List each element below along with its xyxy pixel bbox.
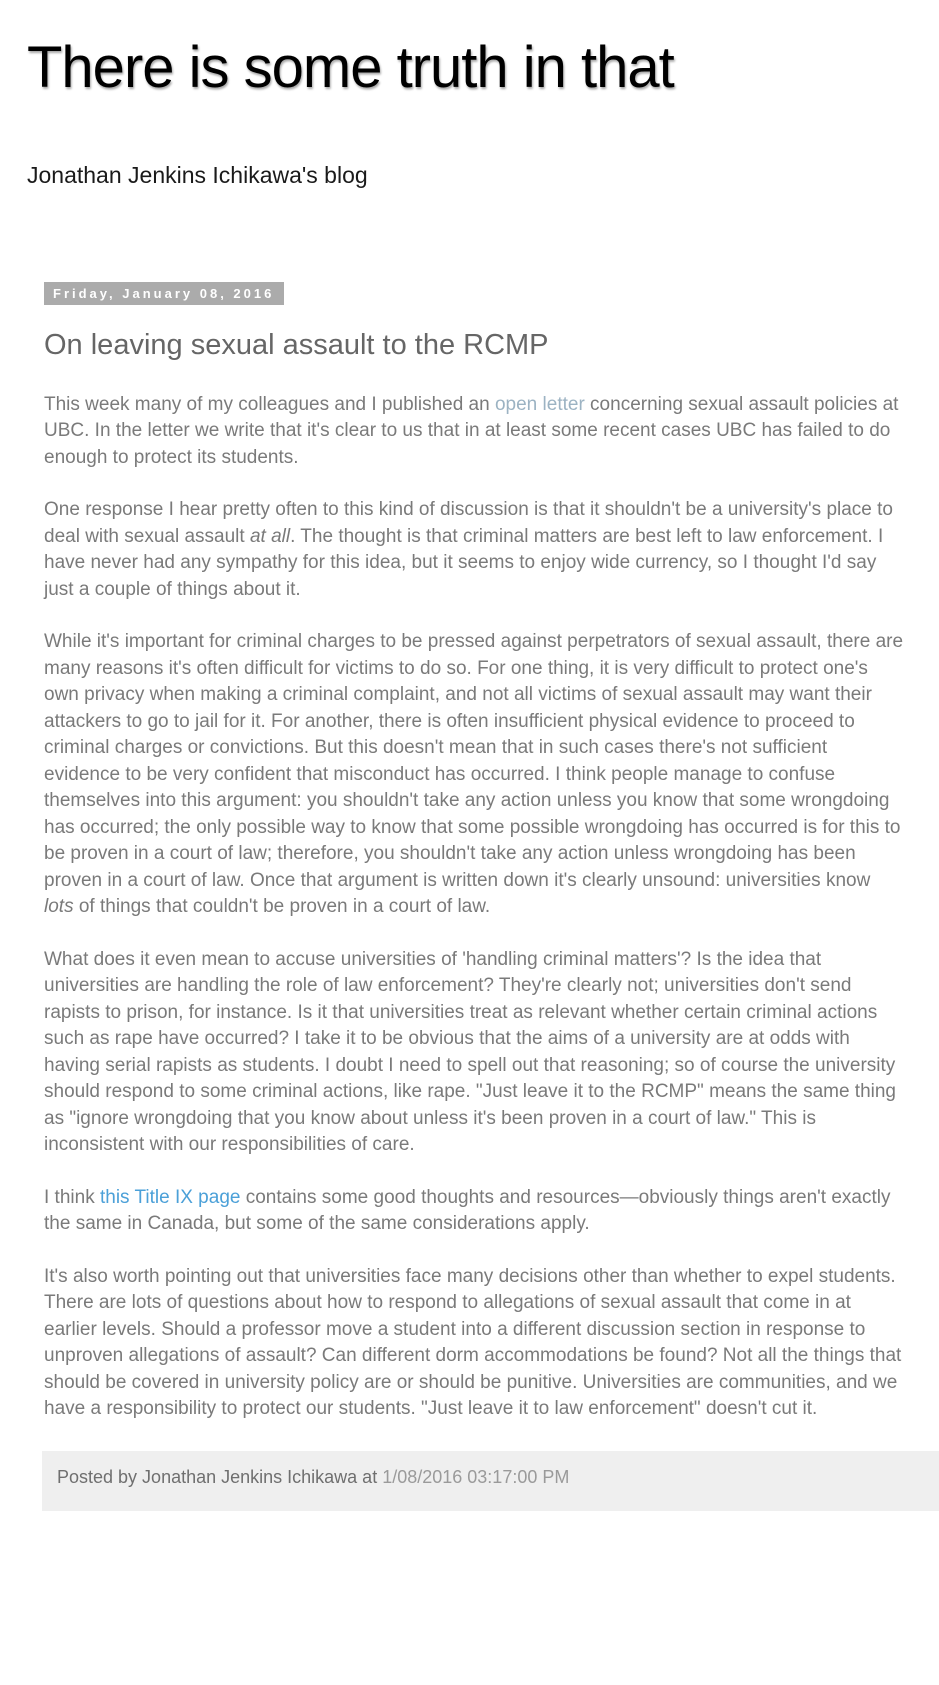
- post-title: On leaving sexual assault to the RCMP: [44, 328, 549, 361]
- post-area: [0, 189, 939, 1423]
- post-body: [44, 392, 904, 1423]
- paragraph-text: While it's important for criminal charges to be pressed against perpetrators of sexual assault, there are many reasons it's often difficult for victims to do so. For one thing, it is very difficult to protect one's own privacy when making a criminal complaint, and not all victims of sexual assault may want their attackers to go to jail for it. For another, there is often insufficient physical evidence to proceed to criminal charges or convictions. But this doesn't mean that in such cases there's not sufficient evidence to be very confident that misconduct has occurred. I think people manage to confuse themselves into this argument: you shouldn't take any action unless you know that some wrongdoing has occurred; the only possible way to know that some possible wrongdoing has occurred is for this to be proven in a court of law; therefore, you shouldn't take any action unless wrongdoing has been proven in a court of law. Once that argument is written down it's clearly unsound: universities know: [44, 631, 904, 891]
- post-paragraph: [44, 1264, 904, 1423]
- post-timestamp-link[interactable]: 1/08/2016 03:17:00 PM: [382, 1466, 570, 1487]
- blog-subtitle: Jonathan Jenkins Ichikawa's blog: [27, 161, 368, 188]
- post-paragraph: [44, 392, 904, 472]
- post-paragraph: [44, 1185, 904, 1238]
- post-paragraph: [44, 497, 904, 603]
- paragraph-text: contains some good thoughts and resources—obviously things aren't exactly the same in Canada, but some of the same considerations apply.: [44, 1186, 891, 1235]
- post-footer: [42, 1451, 939, 1511]
- posted-by-text: Posted by Jonathan Jenkins Ichikawa at: [57, 1466, 383, 1487]
- italic-text: lots: [44, 896, 74, 918]
- open-letter-link[interactable]: open letter: [494, 393, 585, 415]
- paragraph-text: concerning sexual assault policies at UBC. In the letter we write that it's clear to us that in at least some recent cases UBC has failed to do enough to protect its students.: [44, 393, 899, 468]
- paragraph-text: I think: [44, 1186, 100, 1208]
- paragraph-text: This week many of my colleagues and I published an: [44, 393, 495, 415]
- blog-header: [0, 0, 939, 189]
- paragraph-text: of things that couldn't be proven in a court of law.: [73, 896, 491, 918]
- post-paragraph: [44, 629, 904, 921]
- post-date-badge: Friday, January 08, 2016: [44, 282, 284, 305]
- paragraph-text: It's also worth pointing out that universities face many decisions other than whether to expel students. There are lots of questions about how to respond to allegations of sexual assault that come in at earlier levels. Should a professor move a student into a different discussion section in response to unproven allegations of assault? Can different dorm accommodations be found? Not all the things that should be covered in university policy are or should be punitive. Universities are communities, and we have a responsibility to protect our students. "Just leave it to law enforcement" doesn't cut it.: [44, 1265, 902, 1420]
- blog-title: There is some truth in that: [27, 35, 674, 100]
- title-ix-page-link[interactable]: this Title IX page: [99, 1186, 241, 1208]
- paragraph-text: One response I hear pretty often to this kind of discussion is that it shouldn't be a university's place to deal with sexual assault: [44, 499, 893, 547]
- italic-text: at all: [249, 525, 291, 547]
- paragraph-text: What does it even mean to accuse universities of 'handling criminal matters'? Is the idea that universities are handling the role of law enforcement? They're clearly not; universities don't send rapists to prison, for instance. Is it that universities treat as relevant whether certain criminal actions such as rape have occurred? I take it to be obvious that the aims of a university are at odds with having serial rapists as students. I doubt I need to spell out that reasoning; so of course the university should respond to some criminal actions, like rape. "Just leave it to the RCMP" means the same thing as "ignore wrongdoing that you know about unless it's been proven in a court of law." This is inconsistent with our responsibilities of care.: [44, 948, 897, 1156]
- paragraph-text: . The thought is that criminal matters are best left to law enforcement. I have never had any sympathy for this idea, but it seems to enjoy wide currency, so I thought I'd say just a couple of things about it.: [44, 525, 884, 600]
- post-paragraph: [44, 947, 904, 1159]
